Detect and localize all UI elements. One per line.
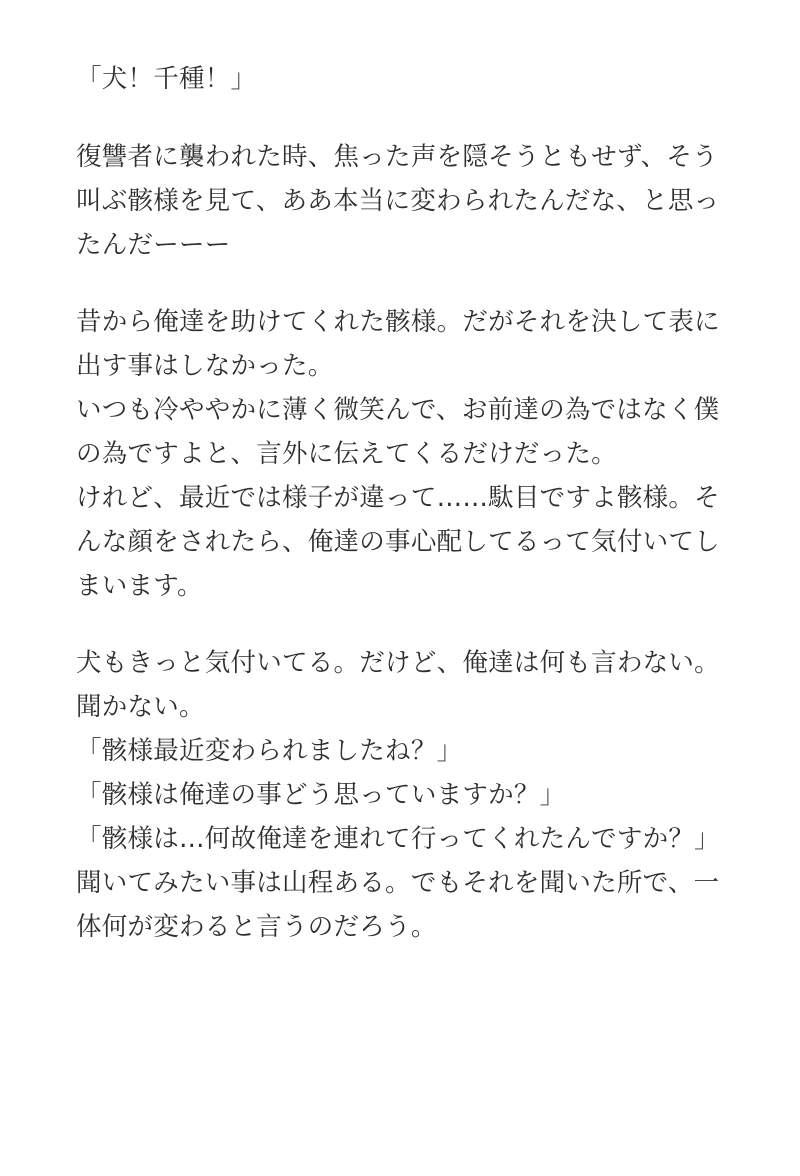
document-body — [76, 58, 724, 949]
paragraph-spacer — [76, 608, 724, 642]
paragraph: 「骸様最近変わられましたね？」 — [76, 736, 463, 767]
paragraph-spacer — [76, 102, 724, 136]
text-block — [76, 58, 724, 102]
paragraph: いつも冷ややかに薄く微笑んで、お前達の為ではなく僕の為ですよと、言外に伝えてくるだけだった。 — [76, 395, 720, 470]
text-block — [76, 136, 724, 268]
paragraph: 復讐者に襲われた時、焦った声を隠そうともせず、そう叫ぶ骸様を見て、ああ本当に変わられたんだな、と思ったんだーーー — [76, 141, 720, 260]
text-block — [76, 642, 724, 949]
paragraph: 犬もきっと気付いてる。だけど、俺達は何も言わない。聞かない。 — [76, 648, 720, 723]
paragraph: 昔から俺達を助けてくれた骸様。だがそれを決して表に出す事はしなかった。 — [76, 307, 720, 382]
paragraph: 「骸様は…何故俺達を連れて行ってくれたんですか？」 — [76, 823, 720, 854]
paragraph: 「犬！千種！」 — [76, 64, 257, 94]
paragraph-spacer — [76, 267, 724, 301]
paragraph: 聞いてみたい事は山程ある。でもそれを聞いた所で、一体何が変わると言うのだろう。 — [76, 867, 720, 942]
paragraph: 「骸様は俺達の事どう思っていますか？」 — [76, 780, 566, 811]
paragraph: けれど、最近では様子が違って……駄目ですよ骸様。そんな顔をされたら、俺達の事心配してるって気付いてしまいます。 — [76, 482, 720, 601]
text-block — [76, 301, 724, 608]
